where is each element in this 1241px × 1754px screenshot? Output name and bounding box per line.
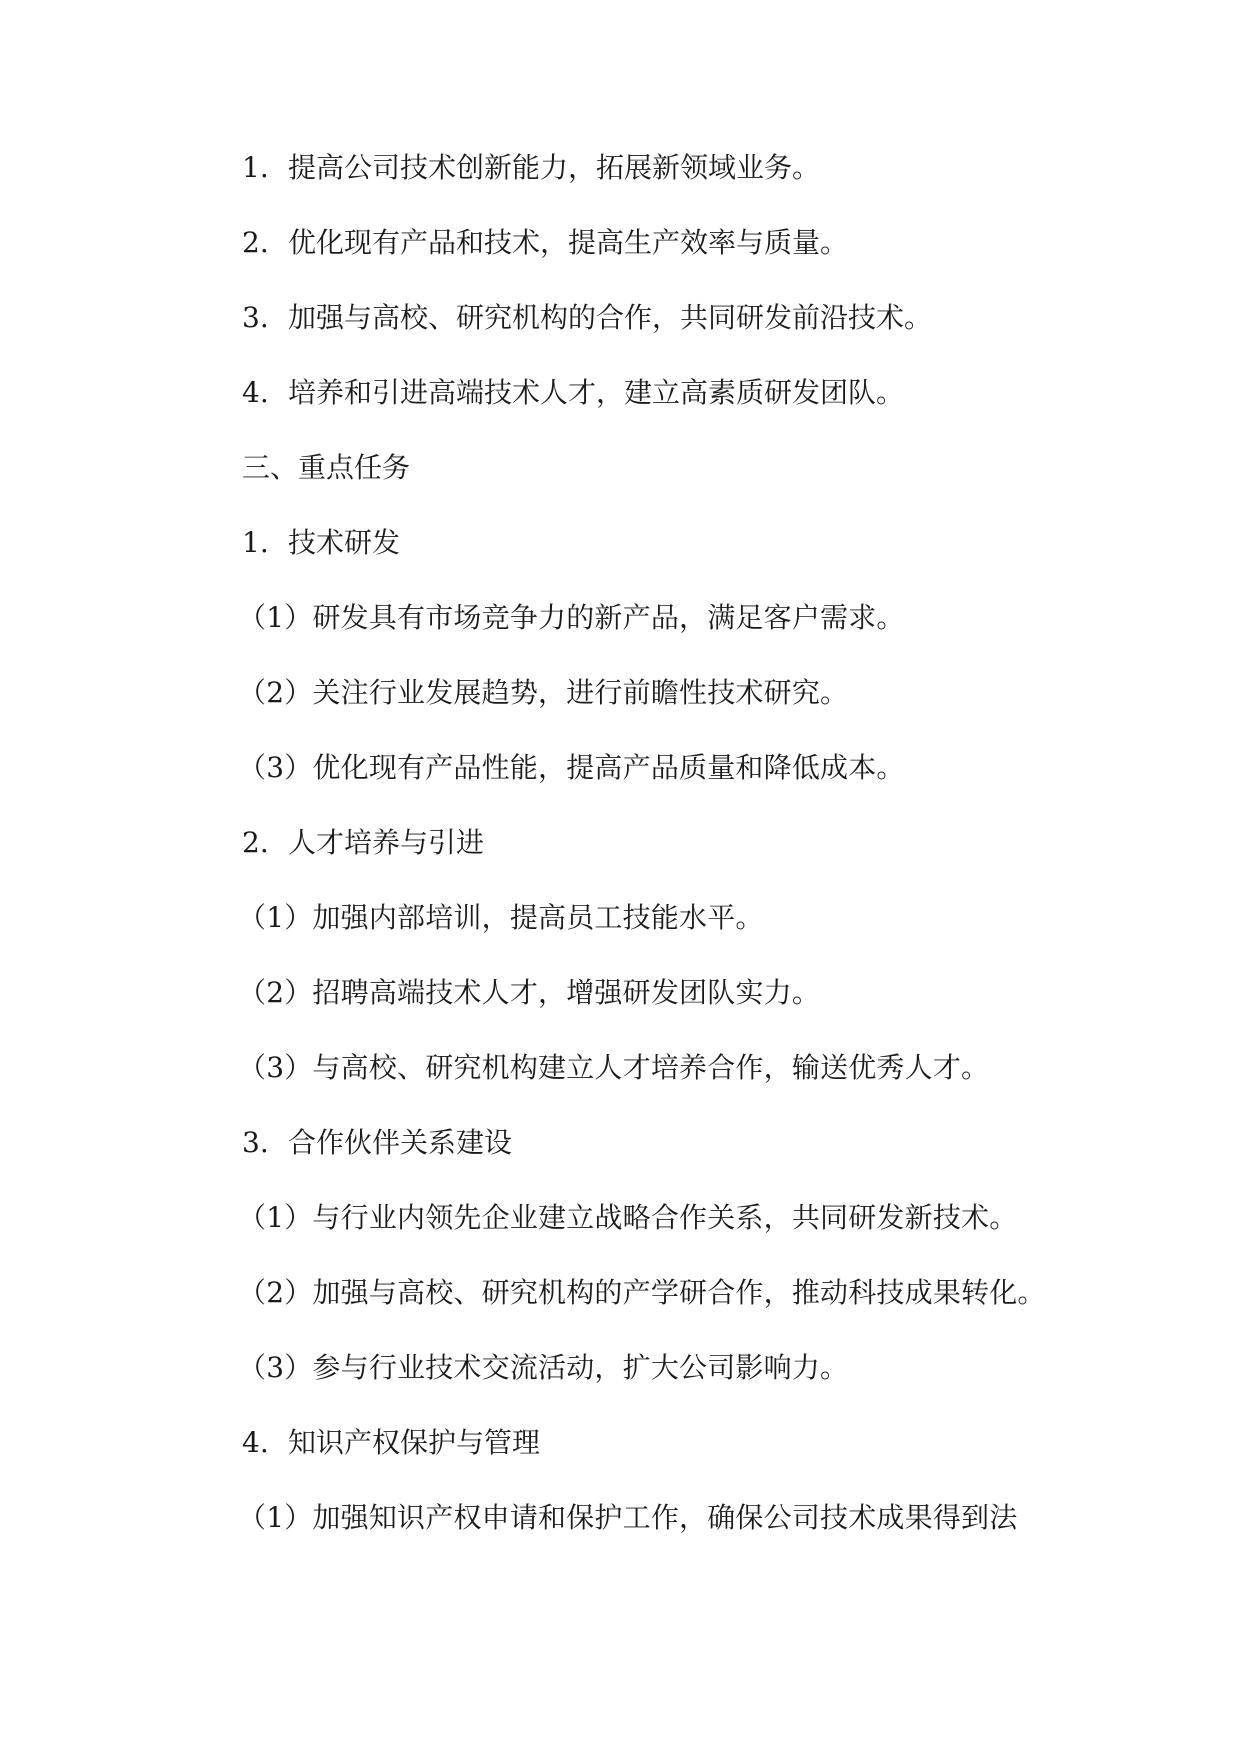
section-heading: 三、重点任务	[242, 451, 411, 484]
goal-number: 1.	[242, 151, 269, 184]
task-subitem	[238, 1498, 1017, 1538]
task-number: 3.	[242, 1126, 269, 1159]
subitem-prefix: （1）	[238, 901, 313, 934]
subitem-text: 优化现有产品性能，提高产品质量和降低成本。	[312, 751, 905, 784]
goal-text: 提高公司技术创新能力，拓展新领域业务。	[288, 151, 821, 184]
task-subitem	[238, 973, 820, 1013]
task-subitem	[238, 1348, 848, 1388]
goal-number: 4.	[242, 376, 269, 409]
goal-number: 2.	[242, 226, 269, 259]
subitem-prefix: （2）	[238, 976, 313, 1009]
task-subitem	[238, 748, 905, 788]
task-title: 合作伙伴关系建设	[288, 1126, 513, 1159]
goal-text: 加强与高校、研究机构的合作，共同研发前沿技术。	[288, 301, 933, 334]
subitem-prefix: （3）	[238, 1351, 313, 1384]
subitem-text: 加强内部培训，提高员工技能水平。	[312, 901, 764, 934]
goal-number: 3.	[242, 301, 269, 334]
goal-item	[242, 373, 904, 413]
task-number: 1.	[242, 526, 269, 559]
subitem-text: 研发具有市场竞争力的新产品，满足客户需求。	[312, 601, 905, 634]
subitem-prefix: （1）	[238, 1501, 313, 1534]
subitem-prefix: （3）	[238, 1051, 313, 1084]
subitem-text: 招聘高端技术人才，增强研发团队实力。	[312, 976, 821, 1009]
goal-text: 培养和引进高端技术人才，建立高素质研发团队。	[288, 376, 905, 409]
subitem-text: 参与行业技术交流活动，扩大公司影响力。	[312, 1351, 849, 1384]
subitem-prefix: （1）	[238, 1201, 313, 1234]
task-subitem	[238, 1048, 989, 1088]
subitem-text: 与高校、研究机构建立人才培养合作，输送优秀人才。	[312, 1051, 990, 1084]
goal-item	[242, 298, 932, 338]
task-number: 2.	[242, 826, 269, 859]
goal-item	[242, 148, 820, 188]
goal-text: 优化现有产品和技术，提高生产效率与质量。	[288, 226, 849, 259]
task-subitem	[238, 1273, 1046, 1313]
subitem-prefix: （3）	[238, 751, 313, 784]
task-subitem	[238, 1198, 1017, 1238]
task-title: 人才培养与引进	[288, 826, 485, 859]
task-subitem	[238, 898, 764, 938]
task-title: 知识产权保护与管理	[288, 1426, 541, 1459]
subitem-prefix: （1）	[238, 601, 313, 634]
task-subitem	[238, 598, 905, 638]
subitem-text: 关注行业发展趋势，进行前瞻性技术研究。	[312, 676, 849, 709]
task-heading	[242, 523, 400, 563]
task-number: 4.	[242, 1426, 269, 1459]
task-heading	[242, 1123, 512, 1163]
subitem-prefix: （2）	[238, 676, 313, 709]
task-heading	[242, 1423, 540, 1463]
subitem-text: 加强知识产权申请和保护工作，确保公司技术成果得到法	[312, 1501, 1018, 1534]
task-heading	[242, 823, 484, 863]
subitem-text: 与行业内领先企业建立战略合作关系，共同研发新技术。	[312, 1201, 1018, 1234]
task-title: 技术研发	[288, 526, 401, 559]
task-subitem	[238, 673, 848, 713]
subitem-prefix: （2）	[238, 1276, 313, 1309]
goal-item	[242, 223, 848, 263]
subitem-text: 加强与高校、研究机构的产学研合作，推动科技成果转化。	[312, 1276, 1046, 1309]
